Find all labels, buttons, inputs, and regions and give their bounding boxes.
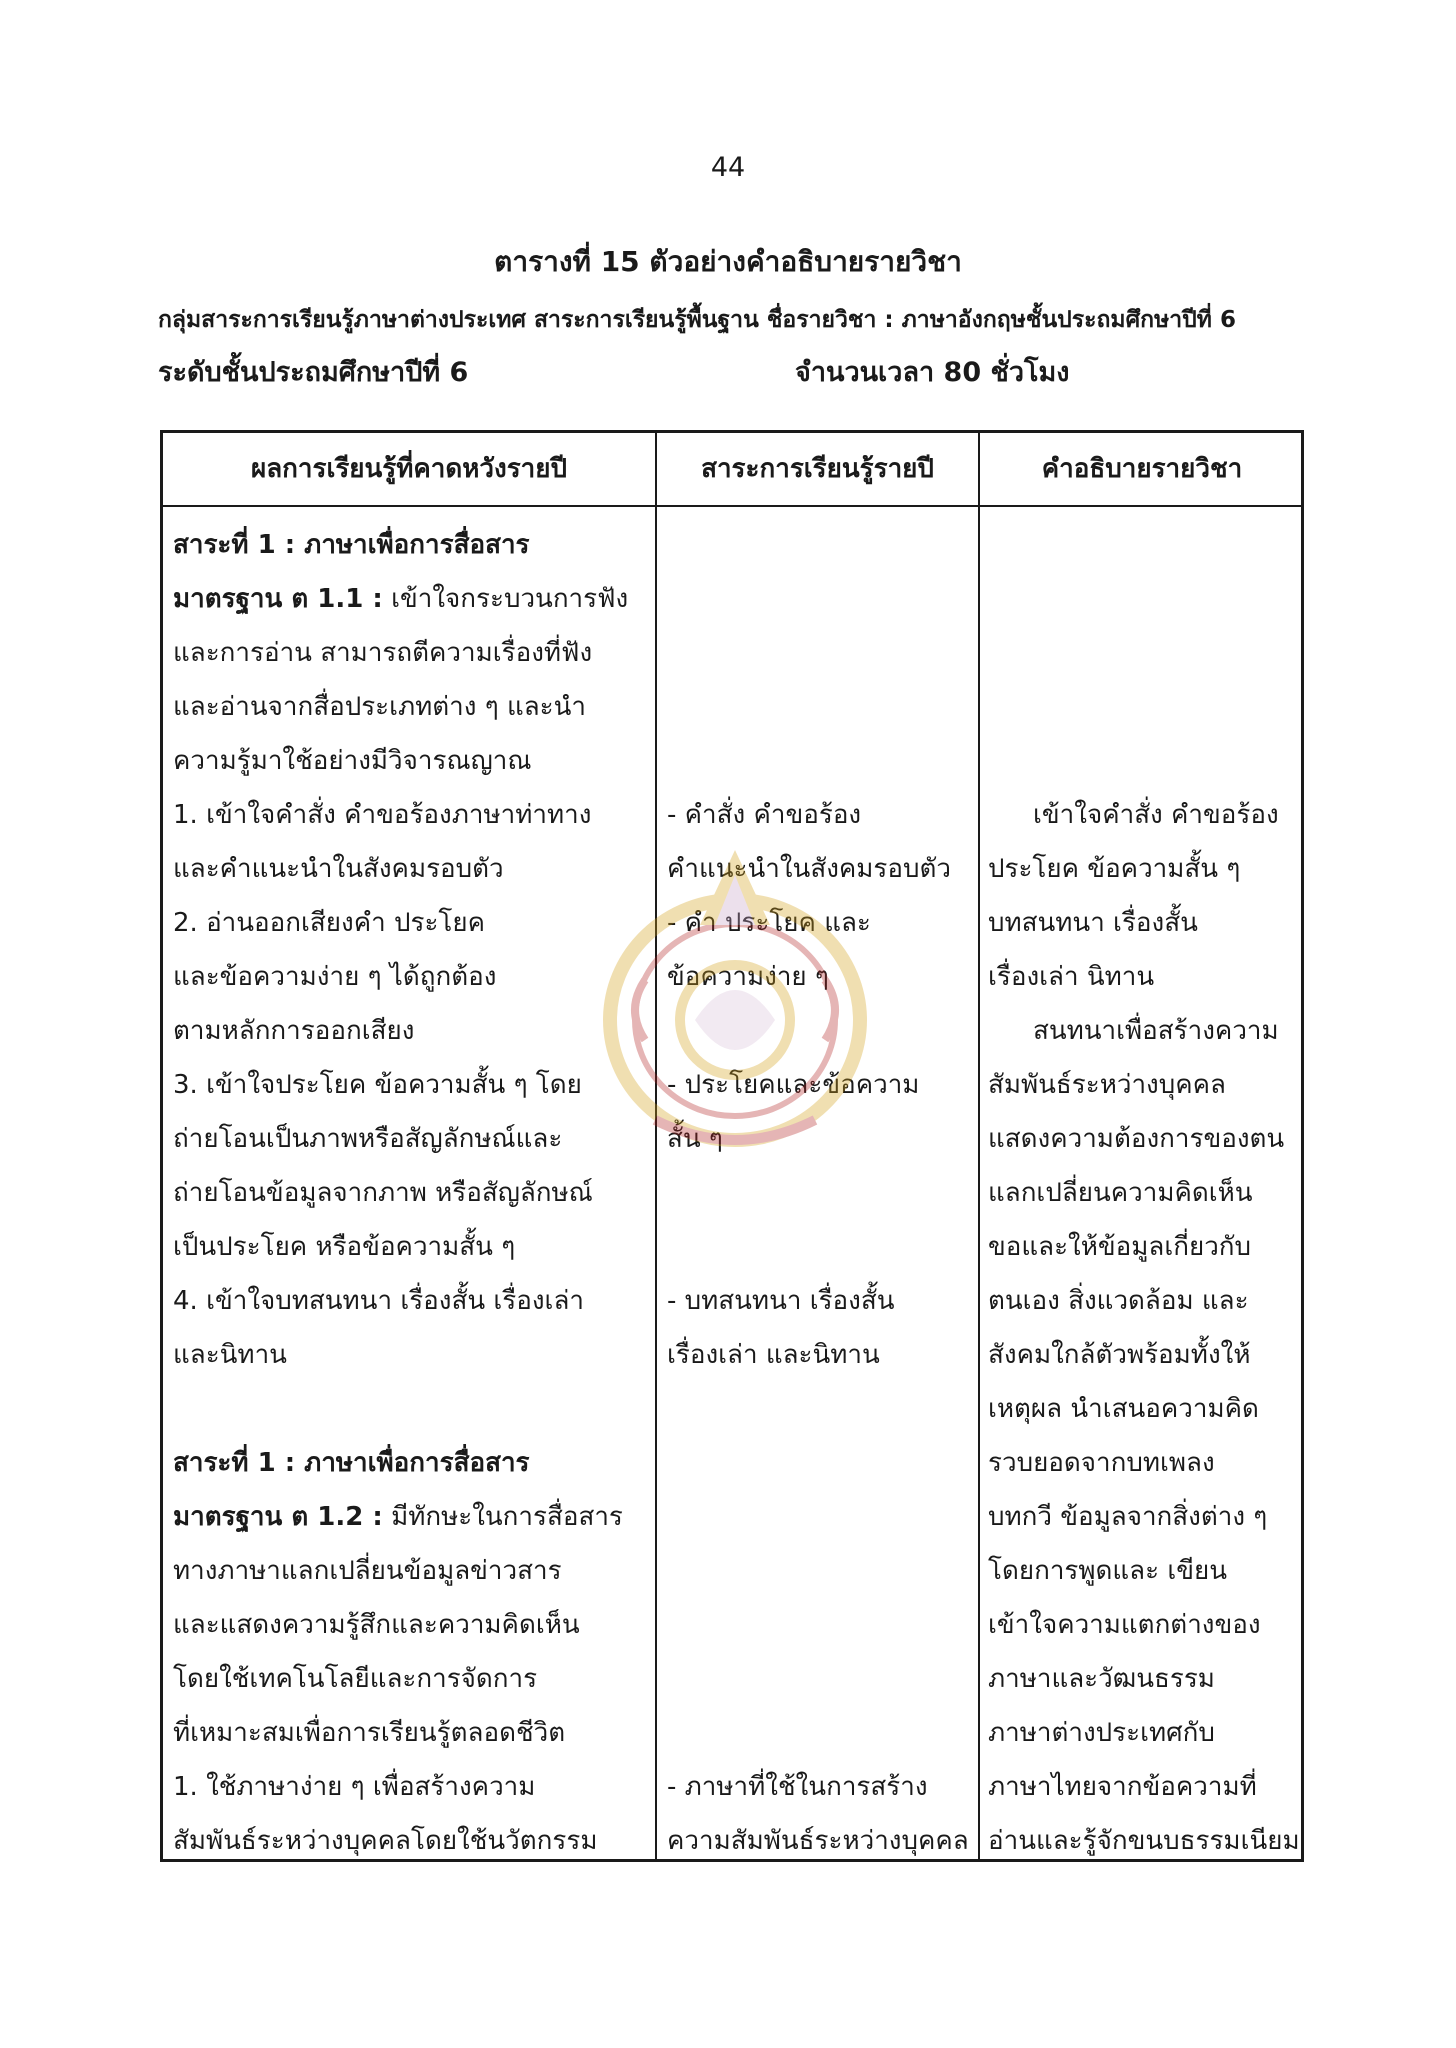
standard-code: มาตรฐาน ต 1.2 : bbox=[173, 1502, 383, 1532]
col3-line: สังคมใกล้ตัวพร้อมทั้งให้ bbox=[988, 1340, 1251, 1370]
col1-line: โดยใช้เทคโนโลยีและการจัดการ bbox=[173, 1664, 538, 1694]
strand-heading: สาระที่ 1 : ภาษาเพื่อการสื่อสาร bbox=[173, 530, 530, 560]
col1-line: 3. เข้าใจประโยค ข้อความสั้น ๆ โดย bbox=[173, 1070, 582, 1100]
col3-line: ภาษาไทยจากข้อความที่ bbox=[988, 1772, 1257, 1802]
col2-line: ความสัมพันธ์ระหว่างบุคคล bbox=[667, 1826, 969, 1856]
col1-line: 1. เข้าใจคำสั่ง คำขอร้องภาษาท่าทาง bbox=[173, 800, 592, 830]
col1-line: ตามหลักการออกเสียง bbox=[173, 1016, 415, 1046]
col1-line: สัมพันธ์ระหว่างบุคคลโดยใช้นวัตกรรม bbox=[173, 1826, 598, 1856]
col1-line: และข้อความง่าย ๆ ได้ถูกต้อง bbox=[173, 962, 497, 992]
col3-line: เข้าใจความแตกต่างของ bbox=[988, 1610, 1261, 1640]
col3-line: เหตุผล นำเสนอความคิด bbox=[988, 1394, 1259, 1424]
col1-line: ทางภาษาแลกเปลี่ยนข้อมูลข่าวสาร bbox=[173, 1556, 562, 1586]
col1-line: ถ่ายโอนข้อมูลจากภาพ หรือสัญลักษณ์ bbox=[173, 1178, 593, 1208]
col3-line: สัมพันธ์ระหว่างบุคคล bbox=[988, 1070, 1226, 1100]
column-divider bbox=[978, 433, 980, 1859]
col1-line: เป็นประโยค หรือข้อความสั้น ๆ bbox=[173, 1232, 516, 1262]
header-expected-outcomes: ผลการเรียนรู้ที่คาดหวังรายปี bbox=[250, 454, 568, 484]
col2-line: คำแนะนำในสังคมรอบตัว bbox=[667, 854, 951, 884]
col1-line: และนิทาน bbox=[173, 1340, 287, 1370]
col3-line: โดยการพูดและ เขียน bbox=[988, 1556, 1228, 1586]
col3-line: ตนเอง สิ่งแวดล้อม และ bbox=[988, 1286, 1249, 1316]
col1-line: ที่เหมาะสมเพื่อการเรียนรู้ตลอดชีวิต bbox=[173, 1718, 566, 1748]
study-hours: จำนวนเวลา 80 ชั่วโมง bbox=[795, 357, 1070, 388]
page-number: 44 bbox=[710, 152, 746, 183]
standard-line bbox=[173, 579, 628, 619]
col3-line: เรื่องเล่า นิทาน bbox=[988, 962, 1155, 992]
col3-line: รวบยอดจากบทเพลง bbox=[988, 1448, 1215, 1478]
col2-line: - ประโยคและข้อความ bbox=[667, 1070, 920, 1100]
col3-line: แสดงความต้องการของตน bbox=[988, 1124, 1285, 1154]
col3-line: ภาษาต่างประเทศกับ bbox=[988, 1718, 1215, 1748]
standard-text: มีทักษะในการสื่อสาร bbox=[382, 1502, 623, 1532]
office-seal-watermark bbox=[585, 830, 885, 1160]
col2-line: - บทสนทนา เรื่องสั้น bbox=[667, 1286, 895, 1316]
col1-line: 1. ใช้ภาษาง่าย ๆ เพื่อสร้างความ bbox=[173, 1772, 536, 1802]
col2-line: - คำ ประโยค และ bbox=[667, 908, 871, 938]
col3-line: สนทนาเพื่อสร้างความ bbox=[1033, 1016, 1279, 1046]
standard-line bbox=[173, 1497, 623, 1537]
col1-line: 4. เข้าใจบทสนทนา เรื่องสั้น เรื่องเล่า bbox=[173, 1286, 584, 1316]
col3-line: ขอและให้ข้อมูลเกี่ยวกับ bbox=[988, 1232, 1252, 1262]
header-learning-content: สาระการเรียนรู้รายปี bbox=[701, 454, 934, 484]
col2-line: เรื่องเล่า และนิทาน bbox=[667, 1340, 880, 1370]
col3-line: บทกวี ข้อมูลจากสิ่งต่าง ๆ bbox=[988, 1502, 1268, 1532]
col1-line: และคำแนะนำในสังคมรอบตัว bbox=[173, 854, 504, 884]
col2-line: สั้น ๆ bbox=[667, 1124, 723, 1154]
col2-line: ข้อความง่าย ๆ bbox=[667, 962, 829, 992]
col1-line: และการอ่าน สามารถตีความเรื่องที่ฟัง bbox=[173, 638, 593, 668]
strand-heading: สาระที่ 1 : ภาษาเพื่อการสื่อสาร bbox=[173, 1448, 530, 1478]
table-subtitle: กลุ่มสาระการเรียนรู้ภาษาต่างประเทศ สาระการเรียนรู้พื้นฐาน ชื่อรายวิชา : ภาษาอังกฤษชั้นประถมศึกษาปีที่ 6 bbox=[158, 307, 1236, 333]
grade-level: ระดับชั้นประถมศึกษาปีที่ 6 bbox=[158, 357, 469, 388]
col3-line: แลกเปลี่ยนความคิดเห็น bbox=[988, 1178, 1253, 1208]
table-title: ตารางที่ 15 ตัวอย่างคำอธิบายรายวิชา bbox=[494, 245, 962, 278]
col2-line: - ภาษาที่ใช้ในการสร้าง bbox=[667, 1772, 928, 1802]
col1-line: ความรู้มาใช้อย่างมีวิจารณญาณ bbox=[173, 746, 532, 776]
col1-line: และอ่านจากสื่อประเภทต่าง ๆ และนำ bbox=[173, 692, 587, 722]
col3-line: บทสนทนา เรื่องสั้น bbox=[988, 908, 1198, 938]
col3-line: ภาษาและวัฒนธรรม bbox=[988, 1664, 1215, 1694]
standard-code: มาตรฐาน ต 1.1 : bbox=[173, 584, 383, 614]
col1-line: 2. อ่านออกเสียงคำ ประโยค bbox=[173, 908, 485, 938]
col3-line: เข้าใจคำสั่ง คำขอร้อง bbox=[1033, 800, 1279, 830]
header-course-description: คำอธิบายรายวิชา bbox=[1041, 454, 1243, 484]
col1-line: และแสดงความรู้สึกและความคิดเห็น bbox=[173, 1610, 580, 1640]
standard-text: เข้าใจกระบวนการฟัง bbox=[382, 584, 629, 614]
col2-line: - คำสั่ง คำขอร้อง bbox=[667, 800, 862, 830]
header-divider bbox=[163, 505, 1301, 507]
col1-line: ถ่ายโอนเป็นภาพหรือสัญลักษณ์และ bbox=[173, 1124, 563, 1154]
col3-line: ประโยค ข้อความสั้น ๆ bbox=[988, 854, 1241, 884]
col3-line: อ่านและรู้จักขนบธรรมเนียม bbox=[988, 1826, 1300, 1856]
